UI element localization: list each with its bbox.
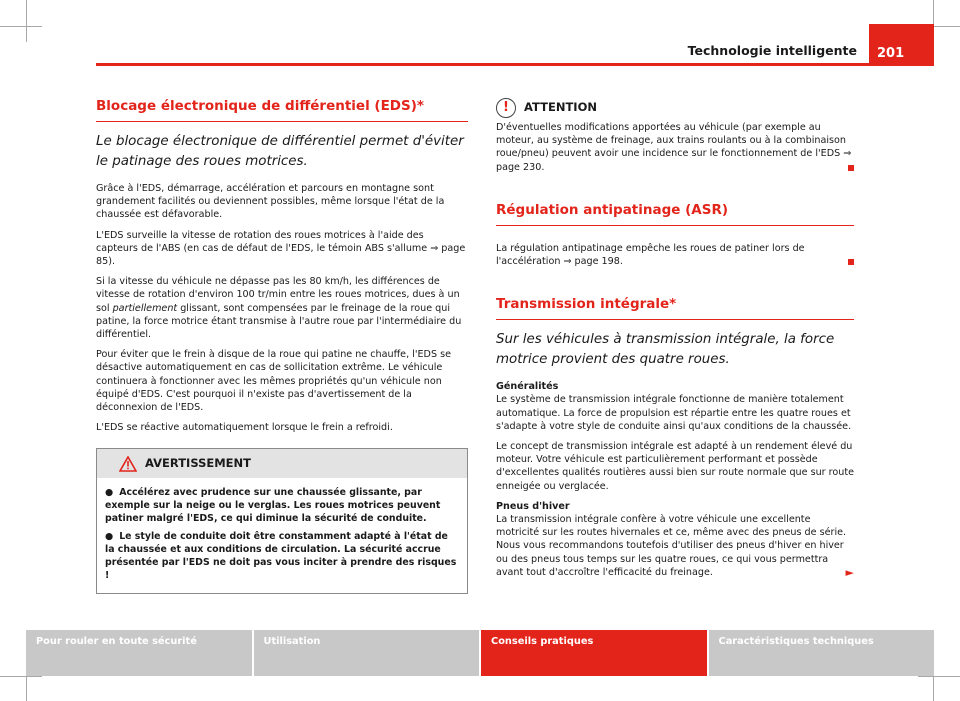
- warning-triangle-icon: [119, 456, 137, 472]
- subheading-general: Généralités: [496, 381, 559, 393]
- paragraph: L'EDS se réactive automatiquement lorsque le frein a refroidi.: [96, 422, 393, 434]
- warning-item: [105, 530, 459, 582]
- section-title-asr: Régulation antipatinage (ASR): [496, 202, 854, 226]
- paragraph: Grâce à l'EDS, démarrage, accélération et parcours en montagne sont grandement facilités ou deviennent possibles, même lorsque l'état de la chaussée est défavorable.: [96, 183, 445, 221]
- crop-mark: [918, 676, 960, 677]
- warning-item-text: Accélérez avec prudence sur une chaussée glissante, par exemple sur la neige ou le verglas. Les roues motrices peuvent patiner malgré l'EDS, ce qui diminue la sécurité de conduite.: [105, 487, 441, 525]
- attention-title: ATTENTION: [524, 100, 597, 115]
- warning-item-text: Le style de conduite doit être constamment adapté à l'état de la chaussée et aux conditions de circulation. La sécurité accrue présentée par l'EDS ne doit pas vous inciter à prendre des risques !: [105, 531, 457, 582]
- section-intro-eds: Le blocage électronique de différentiel permet d'éviter le patinage des roues motrices.: [96, 134, 464, 169]
- left-column: [96, 98, 468, 594]
- paragraph: L'EDS surveille la vitesse de rotation des roues motrices à l'aide des capteurs de l'ABS (en cas de défaut de l'EDS, le témoin ABS s'allume ⇒ page 85).: [96, 229, 466, 268]
- attention-icon: !: [496, 98, 516, 118]
- attention-header: [496, 98, 854, 118]
- tab-practical-advice[interactable]: Conseils pratiques: [481, 630, 707, 676]
- tab-safety[interactable]: Pour rouler en toute sécurité: [26, 630, 252, 676]
- subheading-winter: Pneus d'hiver: [496, 500, 570, 512]
- text-run: glissant, sont compensées par le freinage de la roue qui patine, la force motrice étant transmise à l'autre roue par l'intermédiaire du différentiel.: [96, 302, 462, 341]
- crop-mark: [26, 0, 27, 42]
- bullet-icon: ●: [105, 531, 114, 543]
- warning-body: [97, 478, 467, 593]
- warning-box: [96, 448, 468, 594]
- warning-title: AVERTISSEMENT: [145, 456, 252, 471]
- running-header: Technologie intelligente: [687, 43, 857, 58]
- attention-text: [496, 121, 854, 174]
- tab-technical-specs[interactable]: Caractéristiques techniques: [709, 630, 935, 676]
- warning-header: [97, 449, 467, 478]
- text-run: Si la vitesse du véhicule ne dépasse pas les 80 km/h, les différences de vitesse de rotation d'environ 100 tr/min entre les roues motrices, dues à un sol: [96, 276, 460, 314]
- section-intro-awd: Sur les véhicules à transmission intégrale, la force motrice provient des quatre roues.: [496, 332, 835, 368]
- crop-mark: [0, 676, 42, 677]
- paragraph: [496, 513, 854, 579]
- text-run: La régulation antipatinage empêche les roues de patiner lors de l'accélération ⇒ page 198.: [496, 242, 805, 268]
- bullet-icon: ●: [105, 487, 114, 499]
- paragraph: [96, 275, 468, 341]
- paragraph: Le concept de transmission intégrale est adapté à un rendement élevé du moteur. Votre véhicule est particulièrement performant et possède d'excellentes qualités routières aussi bien sur route normale que sur route enneigée ou verglacée.: [496, 441, 854, 492]
- tab-usage[interactable]: Utilisation: [254, 630, 480, 676]
- end-mark-icon: [848, 165, 854, 171]
- warning-item: [105, 486, 459, 525]
- paragraph: Pour éviter que le frein à disque de la roue qui patine ne chauffe, l'EDS se désactive automatiquement en cas de sollicitation extrême. Le véhicule continuera à fonctionner avec les mêmes propriétés qu'un véhicule non équipé d'EDS. C'est pourquoi il n'existe pas d'avertissement de la déconnexion de l'EDS.: [96, 349, 451, 414]
- section-title-awd: Transmission intégrale*: [496, 296, 854, 320]
- end-mark-icon: [848, 259, 854, 265]
- paragraph: Le système de transmission intégrale fonctionne de manière totalement automatique. La force de propulsion est répartie entre les quatre roues et s'adapte à votre style de conduite ainsi qu'aux conditions de la chaussée.: [496, 394, 852, 432]
- footer-tabs: [26, 630, 934, 676]
- header-rule: [96, 63, 934, 66]
- section-title-eds: Blocage électronique de différentiel (EDS)*: [96, 98, 468, 122]
- emphasis: partiellement: [112, 302, 178, 314]
- paragraph: [496, 242, 854, 268]
- right-column: [496, 98, 854, 586]
- crop-mark: [0, 26, 42, 27]
- page-number: 201: [869, 24, 934, 66]
- continue-arrow-icon: ►: [845, 565, 854, 579]
- attention-text-run: D'éventuelles modifications apportées au véhicule (par exemple au moteur, au système de freinage, aux trains roulants ou à la combinaison roue/pneu) peuvent avoir une incidence sur le fonctionnement de l'EDS ⇒ page 230.: [496, 122, 852, 173]
- text-run: La transmission intégrale confère à votre véhicule une excellente motricité sur les routes hivernales et ce, même avec des pneus de série. Nous vous recommandons toutefois d'utiliser des pneus d'hiver en hiver ou des pneus tous temps sur les quatre roues, ce qui vous permettra avant tout d'accroître l'efficacité du freinage.: [496, 514, 847, 578]
